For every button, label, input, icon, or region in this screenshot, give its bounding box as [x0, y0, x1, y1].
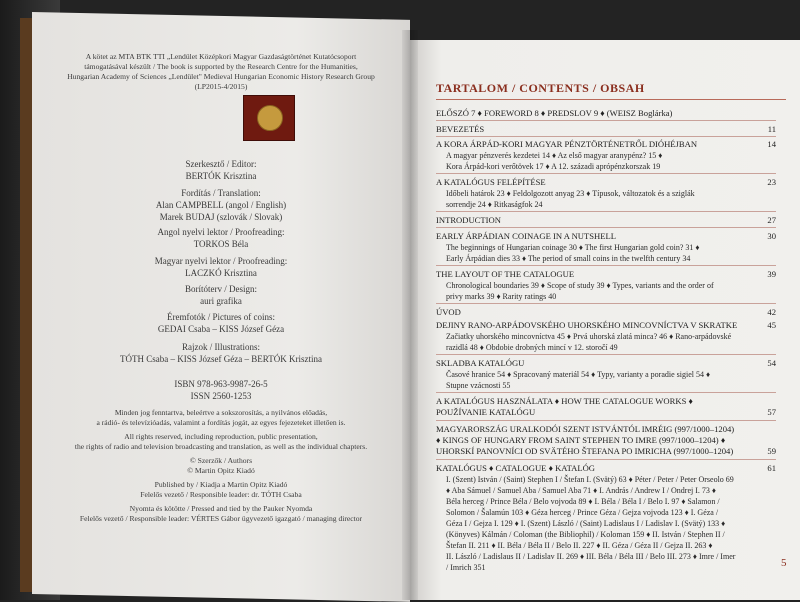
book-cover-edge [20, 18, 32, 592]
support-line: (LP2015-4/2015) [194, 82, 248, 91]
toc-subentries: razidlá 48 ♦ Obdobie drobných mincí v 12. storočí 49 [446, 343, 618, 352]
toc-subentries: sorrendje 24 ♦ Ritkaságfok 24 [446, 200, 543, 209]
illustrator-name: TÓTH Csaba – KISS József Géza – BERTÓK Krisztina [120, 354, 322, 364]
proofreading-label: Magyar nyelvi lektor / Proofreading: [154, 256, 288, 266]
support-line: Hungarian Academy of Sciences „Lendület" Medieval Hungarian Economic History Research Group [67, 72, 375, 81]
toc-subentries: / Imrich 351 [446, 563, 486, 572]
design-credit [36, 283, 406, 307]
toc-divider [436, 354, 776, 355]
toc-divider [436, 173, 776, 174]
illustrations-credit [36, 341, 406, 365]
toc-page: 57 [767, 407, 776, 417]
toc-subentries: (Könyves) Kálmán / Coloman (the Bibliophil) / Koloman 159 ♦ II. István / Stephen II / [446, 530, 725, 539]
toc-page: 42 [767, 307, 776, 317]
toc-divider [436, 420, 776, 421]
rights-en [36, 432, 406, 452]
toc-heading: INTRODUCTION [436, 215, 501, 225]
toc-entry-hasznalata [436, 396, 776, 418]
toc-heading: UHORSKÍ PANOVNÍCI OD SVÄTÉHO ŠTEFANA PO IMRICHA (997/1000–1204) [436, 446, 734, 456]
toc-page: 39 [767, 269, 776, 279]
proofreading-label: Angol nyelvi lektor / Proofreading: [157, 227, 285, 237]
copyright-line: © Martin Opitz Kiadó [187, 466, 255, 475]
toc-entry-katalogus-felepitese [436, 177, 776, 210]
photos-credit [36, 311, 406, 335]
toc-heading: EARLY ÁRPÁDIAN COINAGE IN A NUTSHELL [436, 231, 616, 241]
toc-page: 27 [767, 215, 776, 225]
toc-subentries: Štefan II. 211 ♦ II. Béla / Béla II / Belo II. 227 ♦ II. Géza / Géza II / Gejza II. 263 ♦ [446, 541, 713, 550]
rights-line: Minden jog fenntartva, beleértve a sokszorosítás, a nyilvános előadás, [114, 408, 328, 417]
toc-subentries: Začiatky uhorského mincovníctva 45 ♦ Prvá uhorská zlatá minca? 46 ♦ Rano-arpádovské [446, 332, 732, 341]
toc-page: 23 [767, 177, 776, 187]
toc-entry-bevezetes [436, 124, 776, 135]
toc-subentries: A magyar pénzverés kezdetei 14 ♦ Az első magyar aranypénz? 15 ♦ [446, 151, 663, 160]
toc-divider [436, 136, 776, 137]
toc-subentries: Stupne vzácnosti 55 [446, 381, 511, 390]
toc-entry-dejiny [436, 320, 776, 353]
toc-page: 30 [767, 231, 776, 241]
rights-line: All rights reserved, including reproduction, public presentation, [124, 432, 318, 441]
toc-subentries: Solomon / Šalamún 103 ♦ Géza herceg / Prince Géza / Gejza vojvoda 123 ♦ I. Géza / [446, 508, 719, 517]
toc-divider [436, 211, 776, 212]
toc-heading: A KATALÓGUS HASZNÁLATA ♦ HOW THE CATALOGUE WORKS ♦ [436, 396, 693, 406]
toc-divider [436, 303, 776, 304]
printer-info [36, 504, 406, 524]
toc-divider [436, 227, 776, 228]
identifiers [36, 378, 406, 402]
toc-heading: KATALÓGUS ♦ CATALOGUE ♦ KATALÓG [436, 463, 595, 473]
printer-line: Nyomta és kötötte / Pressed and tied by the Pauker Nyomda [129, 504, 313, 513]
designer-name: auri grafika [200, 296, 242, 306]
proofreader-name: LACZKÓ Krisztina [185, 268, 257, 278]
translation-credit [36, 187, 406, 223]
imprint-page [36, 0, 406, 600]
toc-page: 59 [767, 446, 776, 456]
academy-seal-icon [243, 95, 295, 141]
toc-divider [436, 392, 776, 393]
support-line: A kötet az MTA BTK TTI „Lendület Középkori Magyar Gazdaságtörténet Kutatócsoport [85, 52, 357, 61]
publisher-line: Felelős vezető / Responsible leader: dr. TÓTH Csaba [140, 490, 302, 499]
toc-entry-uralkodoi [436, 424, 776, 457]
toc-subentries: Kora Árpád-kori verőtövek 17 ♦ A 12. századi aprópénzkorszak 19 [446, 162, 661, 171]
toc-entry-nutshell [436, 231, 776, 264]
proofreader-name: TORKOS Béla [193, 239, 249, 249]
toc-heading: ♦ KINGS OF HUNGARY FROM SAINT STEPHEN TO IMRE (997/1000–1204) ♦ [436, 435, 726, 445]
editor-name: BERTÓK Krisztina [185, 171, 257, 181]
toc-heading: A KATALÓGUS FELÉPÍTÉSE [436, 177, 546, 187]
toc-subentries: Időbeli határok 23 ♦ Feldolgozott anyag 23 ♦ Típusok, változatok és a sziglák [446, 189, 695, 198]
page-number: 5 [781, 557, 787, 569]
rights-line: the rights of radio and television broadcasting and translation, as well as the individual chapters. [74, 442, 368, 451]
toc-heading: ÚVOD [436, 307, 461, 317]
proofreading-en-credit [36, 226, 406, 250]
toc-page: 61 [767, 463, 776, 473]
toc-divider [436, 120, 776, 121]
toc-subentries: II. László / Ladislaus II / Ladislav II. 269 ♦ III. Béla / Béla III / Belo III. 273 ♦ Imre / Imer [446, 552, 736, 561]
proofreading-hu-credit [36, 255, 406, 279]
toc-entry-foreword [436, 108, 776, 119]
photos-label: Éremfotók / Pictures of coins: [167, 312, 275, 322]
toc-page: 45 [767, 320, 776, 330]
editor-label: Szerkesztő / Editor: [185, 159, 257, 169]
toc-subentries: Časové hranice 54 ♦ Spracovaný materiál 54 ♦ Typy, varianty a poradie sigiel 54 ♦ [446, 370, 711, 379]
title-divider [436, 99, 786, 100]
toc-entry-skladba [436, 358, 776, 391]
translator-name: Alan CAMPBELL (angol / English) [155, 200, 287, 210]
copyright [36, 456, 406, 476]
toc-subentries: ♦ Aba Sámuel / Samuel Aba / Samuel Aba 71 ♦ I. András / Andrew I / Ondrej I. 73 ♦ [446, 486, 716, 495]
toc-heading: MAGYARORSZÁG URALKODÓI SZENT ISTVÁNTÓL IMRÉIG (997/1000–1204) [436, 424, 735, 434]
toc-divider [436, 265, 776, 266]
toc-subentries: Béla herceg / Prince Béla / Belo vojvoda 89 ♦ I. Béla / Béla I / Belo I. 97 ♦ Salamon / [446, 497, 720, 506]
copyright-line: © Szerzők / Authors [189, 456, 253, 465]
toc-heading: BEVEZETÉS [436, 124, 485, 134]
printer-line: Felelős vezető / Responsible leader: VÉRTES Gábor ügyvezető igazgató / managing director [79, 514, 363, 523]
toc-heading: POUŽÍVANIE KATALÓGU [436, 407, 536, 417]
translator-name: Marek BUDAJ (szlovák / Slovak) [159, 212, 283, 222]
toc-heading: THE LAYOUT OF THE CATALOGUE [436, 269, 575, 279]
toc-page: 11 [767, 124, 776, 134]
support-line: támogatásával készült / The book is supported by the Research Centre for the Humanities, [84, 62, 358, 71]
rights-line: a rádió- és televízióadás, valamint a fordítás jogát, az egyes fejezeteket illetően is. [96, 418, 346, 427]
toc-entry-katalogus [436, 463, 776, 573]
contents-title: TARTALOM / CONTENTS / OBSAH [436, 81, 645, 95]
publisher-line: Published by / Kiadja a Martin Opitz Kiadó [154, 480, 288, 489]
toc-subentries: I. (Szent) István / (Saint) Stephen I / Štefan I. (Svätý) 63 ♦ Péter / Peter / Peter Orseolo 69 [446, 475, 734, 484]
translation-label: Fordítás / Translation: [181, 188, 261, 198]
toc-entry-penztortenet [436, 139, 776, 172]
toc-heading: DEJINY RANO-ARPÁDOVSKÉHO UHORSKÉHO MINCOVNÍCTVA V SKRATKE [436, 320, 738, 330]
toc-heading: ELŐSZÓ 7 ♦ FOREWORD 8 ♦ PREDSLOV 9 ♦ (WEISZ Boglárka) [436, 108, 673, 118]
toc-divider [436, 459, 776, 460]
support-note [36, 52, 406, 92]
publisher-info [36, 480, 406, 500]
design-label: Borítóterv / Design: [185, 284, 257, 294]
toc-subentries: Chronological boundaries 39 ♦ Scope of study 39 ♦ Types, variants and the order of [446, 281, 714, 290]
toc-subentries: The beginnings of Hungarian coinage 30 ♦ The first Hungarian gold coin? 31 ♦ [446, 243, 700, 252]
isbn: ISBN 978-963-9987-26-5 [174, 379, 268, 389]
toc-page: 54 [767, 358, 776, 368]
toc-heading: SKLADBA KATALÓGU [436, 358, 525, 368]
photographer-name: GEDAI Csaba – KISS József Géza [157, 324, 285, 334]
contents-page [410, 40, 800, 600]
toc-entry-layout [436, 269, 776, 302]
toc-page: 14 [767, 139, 776, 149]
toc-subentries: Early Árpádian dies 33 ♦ The period of small coins in the twelfth century 34 [446, 254, 691, 263]
issn: ISSN 2560-1253 [190, 391, 252, 401]
toc-heading: A KORA ÁRPÁD-KORI MAGYAR PÉNZTÖRTÉNETRŐL DIÓHÉJBAN [436, 139, 698, 149]
toc-subentries: privy marks 39 ♦ Rarity ratings 40 [446, 292, 557, 301]
editor-credit [36, 158, 406, 182]
toc-subentries: Géza I / Gejza I. 129 ♦ I. (Szent) László / (Saint) Ladislaus I / Ladislav I. (Svätý) 133 ♦ [446, 519, 726, 528]
illustrations-label: Rajzok / Illustrations: [182, 342, 260, 352]
rights-hu [36, 408, 406, 428]
toc-entry-uvod [436, 307, 776, 318]
toc-entry-introduction [436, 215, 776, 226]
